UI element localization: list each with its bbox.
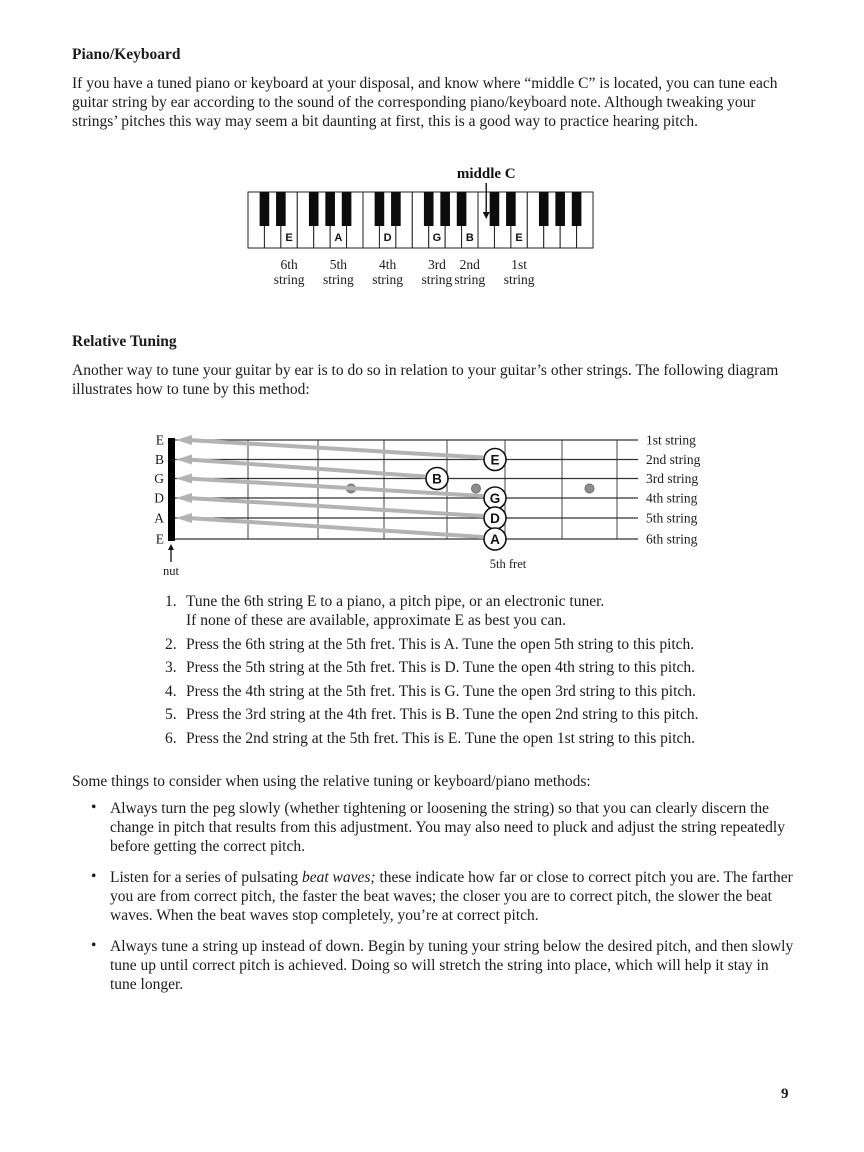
piano-black-key: [457, 192, 467, 226]
middle-c-label: middle C: [456, 166, 516, 182]
step-text: Tune the 6th string E to a piano, a pitch pipe, or an electronic tuner. If none of these are available, approximate E as best you can.: [186, 593, 605, 629]
string-name-label: 2nd string: [646, 452, 701, 467]
tuning-step: [165, 729, 825, 748]
tuning-arrowhead-icon: [176, 493, 192, 503]
string-name-label: 3rd string: [646, 471, 699, 486]
fretboard-diagram: [140, 422, 720, 582]
step-number: 5.: [165, 706, 177, 723]
piano-string-label-line1: 5th: [329, 257, 347, 272]
piano-string-label-line2: string: [421, 272, 453, 287]
step-number: 4.: [165, 682, 177, 700]
piano-key-note-label: D: [383, 232, 392, 244]
tuning-arrow-line: [188, 440, 483, 458]
fretted-note-letter: E: [490, 452, 500, 468]
fretted-note-letter: D: [490, 510, 500, 526]
piano-string-label-line2: string: [322, 272, 354, 287]
piano-black-key: [375, 192, 385, 226]
relative-tuning-paragraph: Another way to tune your guitar by ear is to do so in relation to your guitar’s other strings. The following diagram illustrates how to tune by this method:: [72, 362, 779, 398]
piano-string-label-line2: string: [372, 272, 404, 287]
open-note-label: A: [154, 510, 164, 526]
piano-black-key: [440, 192, 450, 226]
string-name-label: 4th string: [646, 490, 698, 506]
fifth-fret-label: 5th fret: [489, 557, 527, 571]
piano-key-note-label: G: [432, 232, 442, 244]
piano-intro-paragraph: If you have a tuned piano or keyboard at your disposal, and know where “middle C” is located, you can tune each guitar string by ear according to the sound of the corresponding piano/keyboard note. Although tweaking your strings’ pitches this way may seem a bit daunting at first, this is a good way to practice hearing pitch.: [72, 75, 778, 130]
tuning-arrow-line: [188, 518, 483, 537]
piano-black-key: [260, 192, 270, 226]
tuning-step: [165, 658, 825, 677]
step-number: 3.: [165, 659, 177, 676]
open-note-label: G: [154, 471, 164, 486]
piano-string-label-line1: 3rd: [427, 257, 446, 272]
relative-tuning-heading: Relative Tuning: [72, 333, 177, 350]
step-number: 2.: [165, 635, 177, 653]
fretted-note-letter: B: [432, 471, 442, 487]
string-name-label: 1st string: [646, 432, 696, 448]
string-name-label: 6th string: [646, 531, 698, 547]
piano-key-note-label: B: [465, 232, 474, 244]
fretted-note-letter: A: [490, 531, 500, 547]
step-text: Press the 2nd string at the 5th fret. This is E. Tune the open 1st string to this pitch.: [186, 729, 696, 747]
tuning-arrow-line: [188, 498, 483, 516]
bullet-icon: •: [91, 799, 97, 816]
tuning-step: [165, 635, 825, 654]
step-text: Press the 3rd string at the 4th fret. This is B. Tune the open 2nd string to this pitch.: [186, 706, 699, 723]
nut-label: nut: [163, 564, 179, 578]
inlay-dot: [585, 484, 594, 493]
tip-text: Listen for a series of pulsating beat waves; these indicate how far or close to correct pitch you are. The farther you are from correct pitch, the faster the beat waves; the closer you are to correct pitch, the slower the beat waves. When the beat waves stop completely, you’re at correct pitch.: [110, 869, 793, 924]
tip-text: Always tune a string up instead of down. Begin by tuning your string below the desired pitch, and then slowly tune up until correct pitch is achieved. Doing so will stretch the string into place, which will help it stay in tune longer.: [110, 938, 794, 993]
nut-bar: [168, 438, 175, 541]
nut-arrowhead-icon: [168, 544, 174, 550]
piano-black-key: [391, 192, 401, 226]
fretted-note-letter: G: [489, 490, 501, 506]
step-number: 1.: [165, 593, 177, 610]
piano-key-note-label: A: [334, 232, 343, 244]
tuning-step: [165, 705, 825, 724]
string-name-label: 5th string: [646, 510, 698, 526]
step-text: Press the 6th string at the 5th fret. This is A. Tune the open 5th string to this pitch.: [186, 635, 695, 653]
piano-black-key: [309, 192, 319, 226]
piano-string-label-line2: string: [503, 272, 535, 287]
piano-keyboard-diagram: [230, 162, 630, 292]
tuning-step: [165, 682, 825, 701]
tip-item: [88, 799, 796, 856]
tips-list: [88, 799, 796, 1006]
piano-black-key: [539, 192, 549, 226]
piano-key-note-label: E: [515, 232, 523, 244]
page-number: 9: [781, 1086, 789, 1102]
piano-black-key: [325, 192, 335, 226]
piano-black-key: [506, 192, 516, 226]
tuning-arrowhead-icon: [176, 513, 192, 523]
piano-string-label-line1: 4th: [379, 257, 397, 272]
tuning-arrowhead-icon: [176, 455, 192, 465]
tips-intro: Some things to consider when using the relative tuning or keyboard/piano methods:: [72, 773, 591, 790]
open-note-label: B: [154, 452, 164, 467]
tuning-step: [165, 592, 825, 630]
piano-black-key: [276, 192, 286, 226]
tip-item: [88, 937, 796, 994]
open-note-label: D: [154, 490, 164, 506]
step-number: 6.: [165, 729, 177, 747]
tuning-arrowhead-icon: [176, 435, 192, 445]
piano-black-key: [342, 192, 352, 226]
tip-item: [88, 868, 796, 925]
piano-string-label-line1: 1st: [511, 257, 527, 272]
open-note-label: E: [155, 432, 164, 448]
piano-black-key: [490, 192, 500, 226]
piano-black-key: [555, 192, 565, 226]
piano-string-label-line1: 2nd: [459, 257, 480, 272]
piano-string-label-line2: string: [454, 272, 486, 287]
piano-keyboard-heading: Piano/Keyboard: [72, 46, 181, 63]
tuning-arrowhead-icon: [176, 474, 192, 484]
step-text: Press the 5th string at the 5th fret. This is D. Tune the open 4th string to this pitch.: [186, 659, 696, 676]
open-note-label: E: [155, 531, 164, 547]
bullet-icon: •: [91, 868, 97, 885]
piano-black-key: [572, 192, 582, 226]
bullet-icon: •: [91, 937, 97, 954]
piano-black-key: [424, 192, 434, 226]
step-text: Press the 4th string at the 5th fret. This is G. Tune the open 3rd string to this pitch.: [186, 682, 696, 700]
tuning-arrow-line: [188, 460, 425, 477]
piano-string-label-line1: 6th: [280, 257, 298, 272]
inlay-dot: [472, 484, 481, 493]
tuning-steps-list: [165, 592, 825, 752]
piano-key-note-label: E: [285, 232, 293, 244]
tip-text: Always turn the peg slowly (whether tightening or loosening the string) so that you can clearly discern the change in pitch that results from this adjustment. You may also need to pluck and adjust the string repeatedly before getting the correct pitch.: [110, 800, 785, 855]
piano-string-label-line2: string: [273, 272, 305, 287]
